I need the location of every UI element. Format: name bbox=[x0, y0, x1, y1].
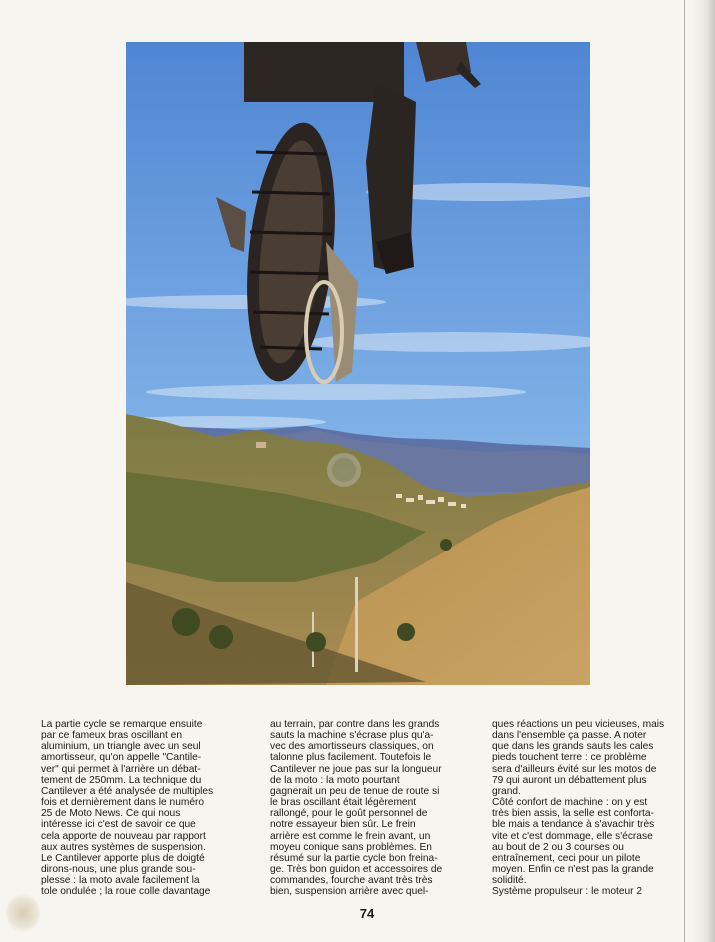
page-edge-shadow bbox=[693, 0, 715, 942]
telegraph-pole bbox=[355, 577, 358, 672]
article-column-3: ques réactions un peu vicieuses, mais dans l'ensemble ça passe. A noter que dans les grands sauts les cales pieds touchent terre : ce problème sera d'ailleurs évité sur les motos de 79 qui auront un débattement plus grand. Côté confort de machine : on y est très bien assis, la selle est conforta- ble mais a tendance à s'avachir très vite et c'est dommage, elle s'écrase au bout de 2 ou 3 courses ou entraînement, ceci pour un pilote moyen. Enfin ce n'est pas la grande solidité. Système propulseur : le moteur 2 bbox=[492, 719, 665, 898]
motocross-jump-photo bbox=[126, 42, 590, 685]
embossed-seal bbox=[327, 453, 361, 487]
article-column-1: La partie cycle se remarque ensuite par ce fameux bras oscillant en aluminium, un triangle avec un seul amortisseur, qu'on appelle "Cantile- ver" qui permet à l'arrière un débat- tement de 250mm. La technique du Cantilever a été analysée de multiples fois et dernièrement dans le numéro 25 de Moto News. Ce qui nous intéresse ici c'est de savoir ce que cela apporte de nouveau par rapport aux autres systèmes de suspension. Le Cantilever apporte plus de doigté dirons-nous, une plus grande sou- plesse : la moto avale facilement la tole ondulée ; la roue colle davantage bbox=[41, 719, 214, 898]
page-number: 74 bbox=[359, 906, 375, 921]
article-column-2: au terrain, par contre dans les grands sauts la machine s'écrase plus qu'a- vec des amortisseurs classiques, on talonne plus facilement. Toutefois le Cantilever ne joue pas sur la longueur de la moto : la moto pourtant gagnerait un peu de tenue de route si le bras oscillant était légèrement rallongé, pour le goût personnel de notre essayeur bien sûr. Le frein arrière est comme le frein avant, un moyeu conique sans problèmes. En résumé sur la partie cycle bon freina- ge. Très bon guidon et accessoires de commandes, fourche avant très très bien, suspension arrière avec quel- bbox=[270, 719, 443, 898]
paper-stain bbox=[6, 893, 40, 933]
